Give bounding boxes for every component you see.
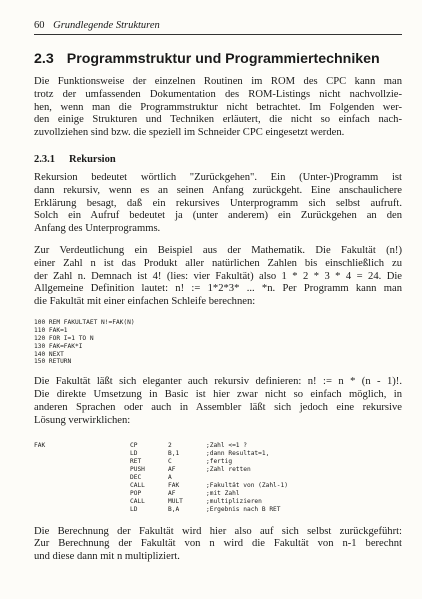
asm-arg: B,A bbox=[168, 505, 180, 513]
asm-arg: 2 bbox=[168, 441, 172, 449]
asm-line bbox=[34, 466, 402, 474]
asm-line bbox=[34, 490, 402, 498]
text-line: Die direkte Umsetzung in Basic ist hier zwar nicht so einfach möglich, in bbox=[34, 389, 402, 401]
text-line: Allgemeine Definition lautet: n! := 1*2*3* ... *n. Per Programm kann man bbox=[34, 283, 402, 295]
asm-op: RET bbox=[130, 457, 142, 465]
text-line: dann rekursiv, wenn es an seinen Anfang zurückgeht. Eine anschaulichere bbox=[34, 184, 402, 196]
asm-op: CALL bbox=[130, 481, 145, 489]
code-line: 150 RETURN bbox=[34, 358, 72, 366]
asm-op: PUSH bbox=[130, 465, 145, 473]
assembler-listing bbox=[34, 442, 402, 514]
section-heading bbox=[34, 51, 402, 67]
closing-paragraph bbox=[34, 526, 402, 564]
page-number: 60 bbox=[34, 20, 45, 31]
subsection-title: Rekursion bbox=[69, 153, 116, 165]
text-line: zuvollziehen sind bzw. die speziell im Schneider CPC eingesetzt werden. bbox=[34, 127, 345, 139]
asm-line bbox=[34, 450, 402, 458]
text-line: Erklärung besagt, daß ein rekursives Unterprogramm sich selbst aufruft. bbox=[34, 197, 402, 209]
code-line: 130 FAK=FAK*I bbox=[34, 342, 83, 350]
asm-line bbox=[34, 506, 402, 514]
rekursion-paragraph bbox=[34, 172, 402, 236]
asm-op: POP bbox=[130, 489, 142, 497]
asm-line bbox=[34, 482, 402, 490]
asm-comment: ;dann Resultat=1, bbox=[206, 449, 270, 457]
asm-line bbox=[34, 442, 402, 450]
asm-comment: ;Ergebnis nach B RET bbox=[206, 505, 281, 513]
text-line: den einige Strukturen und Techniken erläutert, die nicht so einfach nach- bbox=[34, 114, 402, 126]
text-line: Die Fakultät läßt sich eleganter auch rekursiv definieren: n! := n * (n - 1)!. bbox=[34, 376, 402, 388]
asm-op: CP bbox=[130, 441, 138, 449]
asm-arg: FAK bbox=[168, 481, 180, 489]
text-line: Solch ein Aufruf bedeutet ja (unter anderem) ein Zurückgehen an den bbox=[34, 210, 402, 222]
asm-arg: AF bbox=[168, 465, 176, 473]
asm-op: CALL bbox=[130, 497, 145, 505]
asm-label: FAK bbox=[34, 441, 46, 449]
intro-paragraph bbox=[34, 76, 402, 140]
asm-arg: MULT bbox=[168, 497, 183, 505]
text-line: anderen Sprachen oder auch in Assembler läßt sich jedoch eine rekursive bbox=[34, 401, 402, 413]
asm-line bbox=[34, 458, 402, 466]
subsection-heading bbox=[34, 154, 402, 165]
asm-op: LD bbox=[130, 449, 138, 457]
asm-line bbox=[34, 474, 402, 482]
asm-comment: ;Zahl retten bbox=[206, 465, 251, 473]
text-line: einer Zahl n ist das Produkt aller natürlichen Zahlen bis einschließlich zu bbox=[34, 257, 402, 269]
subsection-number: 2.3.1 bbox=[34, 153, 55, 165]
asm-comment: ;Zahl <=1 ? bbox=[206, 441, 247, 449]
asm-op: DEC bbox=[130, 473, 142, 481]
asm-arg: AF bbox=[168, 489, 176, 497]
asm-arg: B,1 bbox=[168, 449, 180, 457]
text-line: Die Berechnung der Fakultät wird hier also auf sich selbst zurückgeführt: bbox=[34, 525, 402, 537]
asm-comment: ;fertig bbox=[206, 457, 233, 465]
section-title: Programmstruktur und Programmiertechniken bbox=[66, 51, 380, 67]
code-line: 140 NEXT bbox=[34, 350, 64, 358]
section-number: 2.3 bbox=[34, 51, 54, 67]
example-paragraph bbox=[34, 245, 402, 309]
text-line: Rekursion bedeutet wörtlich "Zurückgehen". Ein (Unter-)Programm ist bbox=[34, 171, 402, 183]
asm-op: LD bbox=[130, 505, 138, 513]
text-line: Anfang des Unterprogramms. bbox=[34, 223, 161, 235]
text-line: der Zahl n. Demnach ist 4! (lies: vier Fakultät) also 1 * 2 * 3 * 4 = 24. Die bbox=[34, 270, 402, 282]
asm-comment: ;mit Zahl bbox=[206, 489, 240, 497]
asm-arg: C bbox=[168, 457, 172, 465]
text-line: Zur Verdeutlichung ein Beispiel aus der Mathematik. Die Fakultät (n!) bbox=[34, 244, 402, 256]
asm-comment: ;multiplizieren bbox=[206, 497, 262, 505]
running-header bbox=[34, 20, 402, 35]
book-page bbox=[34, 20, 402, 564]
text-line: Zur Berechnung der Fakultät von n wird die Fakultät von n-1 berechnt bbox=[34, 538, 402, 550]
text-line: Lösung verwirklichen: bbox=[34, 414, 131, 426]
running-title: Grundlegende Strukturen bbox=[53, 20, 160, 31]
text-line: trotz der umfassenden Dokumentation des ROM-Listings nicht nachvollzie- bbox=[34, 88, 402, 100]
text-line: Die Funktionsweise der einzelnen Routinen im ROM des CPC kann man bbox=[34, 76, 402, 87]
text-line: die Fakultät mit einer einfachen Schleife berechnen: bbox=[34, 296, 256, 308]
asm-comment: ;Fakultät von (Zahl-1) bbox=[206, 481, 288, 489]
asm-arg: A bbox=[168, 473, 172, 481]
asm-line bbox=[34, 498, 402, 506]
basic-listing bbox=[34, 319, 402, 366]
code-line: 100 REM FAKULTAET N!=FAK(N) bbox=[34, 318, 135, 326]
text-line: und diese dann mit n multipliziert. bbox=[34, 551, 180, 563]
code-line: 110 FAK=1 bbox=[34, 326, 68, 334]
text-line: hen, wenn man die Programmstruktur nicht betrachtet. Im Folgenden wer- bbox=[34, 101, 402, 113]
code-line: 120 FOR I=1 TO N bbox=[34, 334, 94, 342]
recursive-paragraph bbox=[34, 376, 402, 427]
